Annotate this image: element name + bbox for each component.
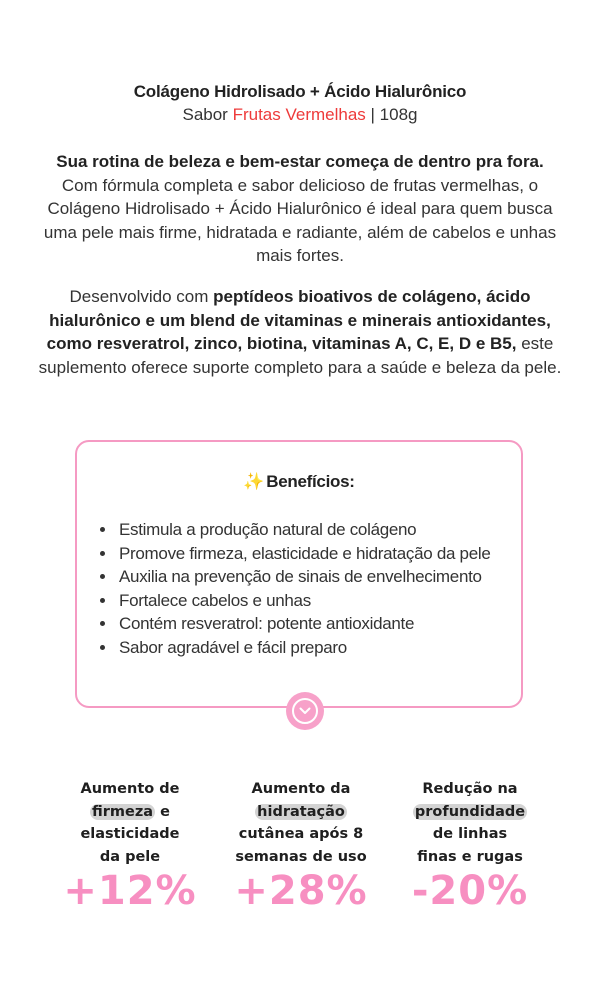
stat-line bbox=[400, 801, 540, 824]
benefits-card bbox=[75, 440, 523, 708]
stat-highlight: firmeza bbox=[92, 803, 154, 820]
list-item: • Sabor agradável e fácil preparo bbox=[117, 636, 511, 660]
list-item: • Auxilia na prevenção de sinais de envelhecimento bbox=[117, 565, 511, 589]
list-item: • Promove firmeza, elasticidade e hidratação da pele bbox=[117, 542, 511, 566]
description-bold: peptídeos bioativos de colágeno, ácido hialurônico e um blend de vitaminas e minerais antioxidantes, como resveratrol, zinco, biotina, vitaminas A, C, E, D e B5, bbox=[46, 287, 551, 353]
list-item: • Estimula a produção natural de colágeno bbox=[117, 518, 511, 542]
stat-firmeza-label bbox=[60, 778, 200, 868]
product-name: Colágeno Hidrolisado + Ácido Hialurônico bbox=[133, 82, 467, 101]
benefits-title-text: Benefícios: bbox=[266, 472, 355, 491]
flavor-prefix: Sabor bbox=[182, 105, 233, 124]
list-item: • Fortalece cabelos e unhas bbox=[117, 589, 511, 613]
benefits-title bbox=[77, 472, 521, 492]
description-paragraph bbox=[36, 285, 564, 379]
stat-hidratacao-label bbox=[226, 778, 376, 868]
flavor-size: | 108g bbox=[365, 105, 418, 124]
stat-value-hidratacao: +28% bbox=[234, 868, 368, 914]
stat-value-rugas: -20% bbox=[411, 868, 529, 914]
stat-line: elasticidade bbox=[80, 826, 180, 842]
expand-ring bbox=[292, 698, 318, 724]
stat-line: de linhas bbox=[432, 826, 508, 842]
product-flavor bbox=[0, 103, 600, 126]
expand-button[interactable] bbox=[286, 692, 324, 730]
stat-rugas-label bbox=[400, 778, 540, 868]
stat-line: cutânea após 8 bbox=[238, 826, 364, 842]
flavor-name: Frutas Vermelhas bbox=[232, 105, 366, 124]
stat-highlight: profundidade bbox=[414, 803, 526, 820]
description-prefix: Desenvolvido com bbox=[69, 287, 214, 306]
product-title bbox=[0, 80, 600, 126]
intro-body: Com fórmula completa e sabor delicioso de frutas vermelhas, o Colágeno Hidrolisado + Ácido Hialurônico é ideal para quem busca uma pele mais firme, hidratada e radiante, além de cabelos e unhas mais fortes. bbox=[43, 175, 557, 265]
stat-line: Aumento de bbox=[80, 781, 180, 797]
description-suffix: este suplemento oferece suporte completo para a saúde e beleza da pele. bbox=[38, 334, 562, 377]
chevron-down-icon bbox=[299, 707, 311, 715]
stat-line: semanas de uso bbox=[235, 848, 367, 865]
stat-value-firmeza: +12% bbox=[63, 868, 197, 914]
sparkles-icon: ✨ bbox=[243, 472, 265, 491]
stat-line: da pele bbox=[99, 848, 161, 865]
intro-paragraph bbox=[36, 150, 564, 268]
benefits-list bbox=[95, 518, 511, 659]
stat-line: finas e rugas bbox=[417, 848, 523, 865]
stat-line: Aumento da bbox=[251, 781, 351, 797]
stat-line bbox=[60, 801, 200, 824]
list-item: • Contém resveratrol: potente antioxidante bbox=[117, 612, 511, 636]
stat-line: Redução na bbox=[422, 781, 518, 797]
stat-highlight: hidratação bbox=[257, 803, 345, 820]
stat-line bbox=[226, 801, 376, 824]
stat-line-tail: e bbox=[155, 803, 170, 820]
intro-headline: Sua rotina de beleza e bem-estar começa de dentro pra fora. bbox=[56, 152, 544, 171]
